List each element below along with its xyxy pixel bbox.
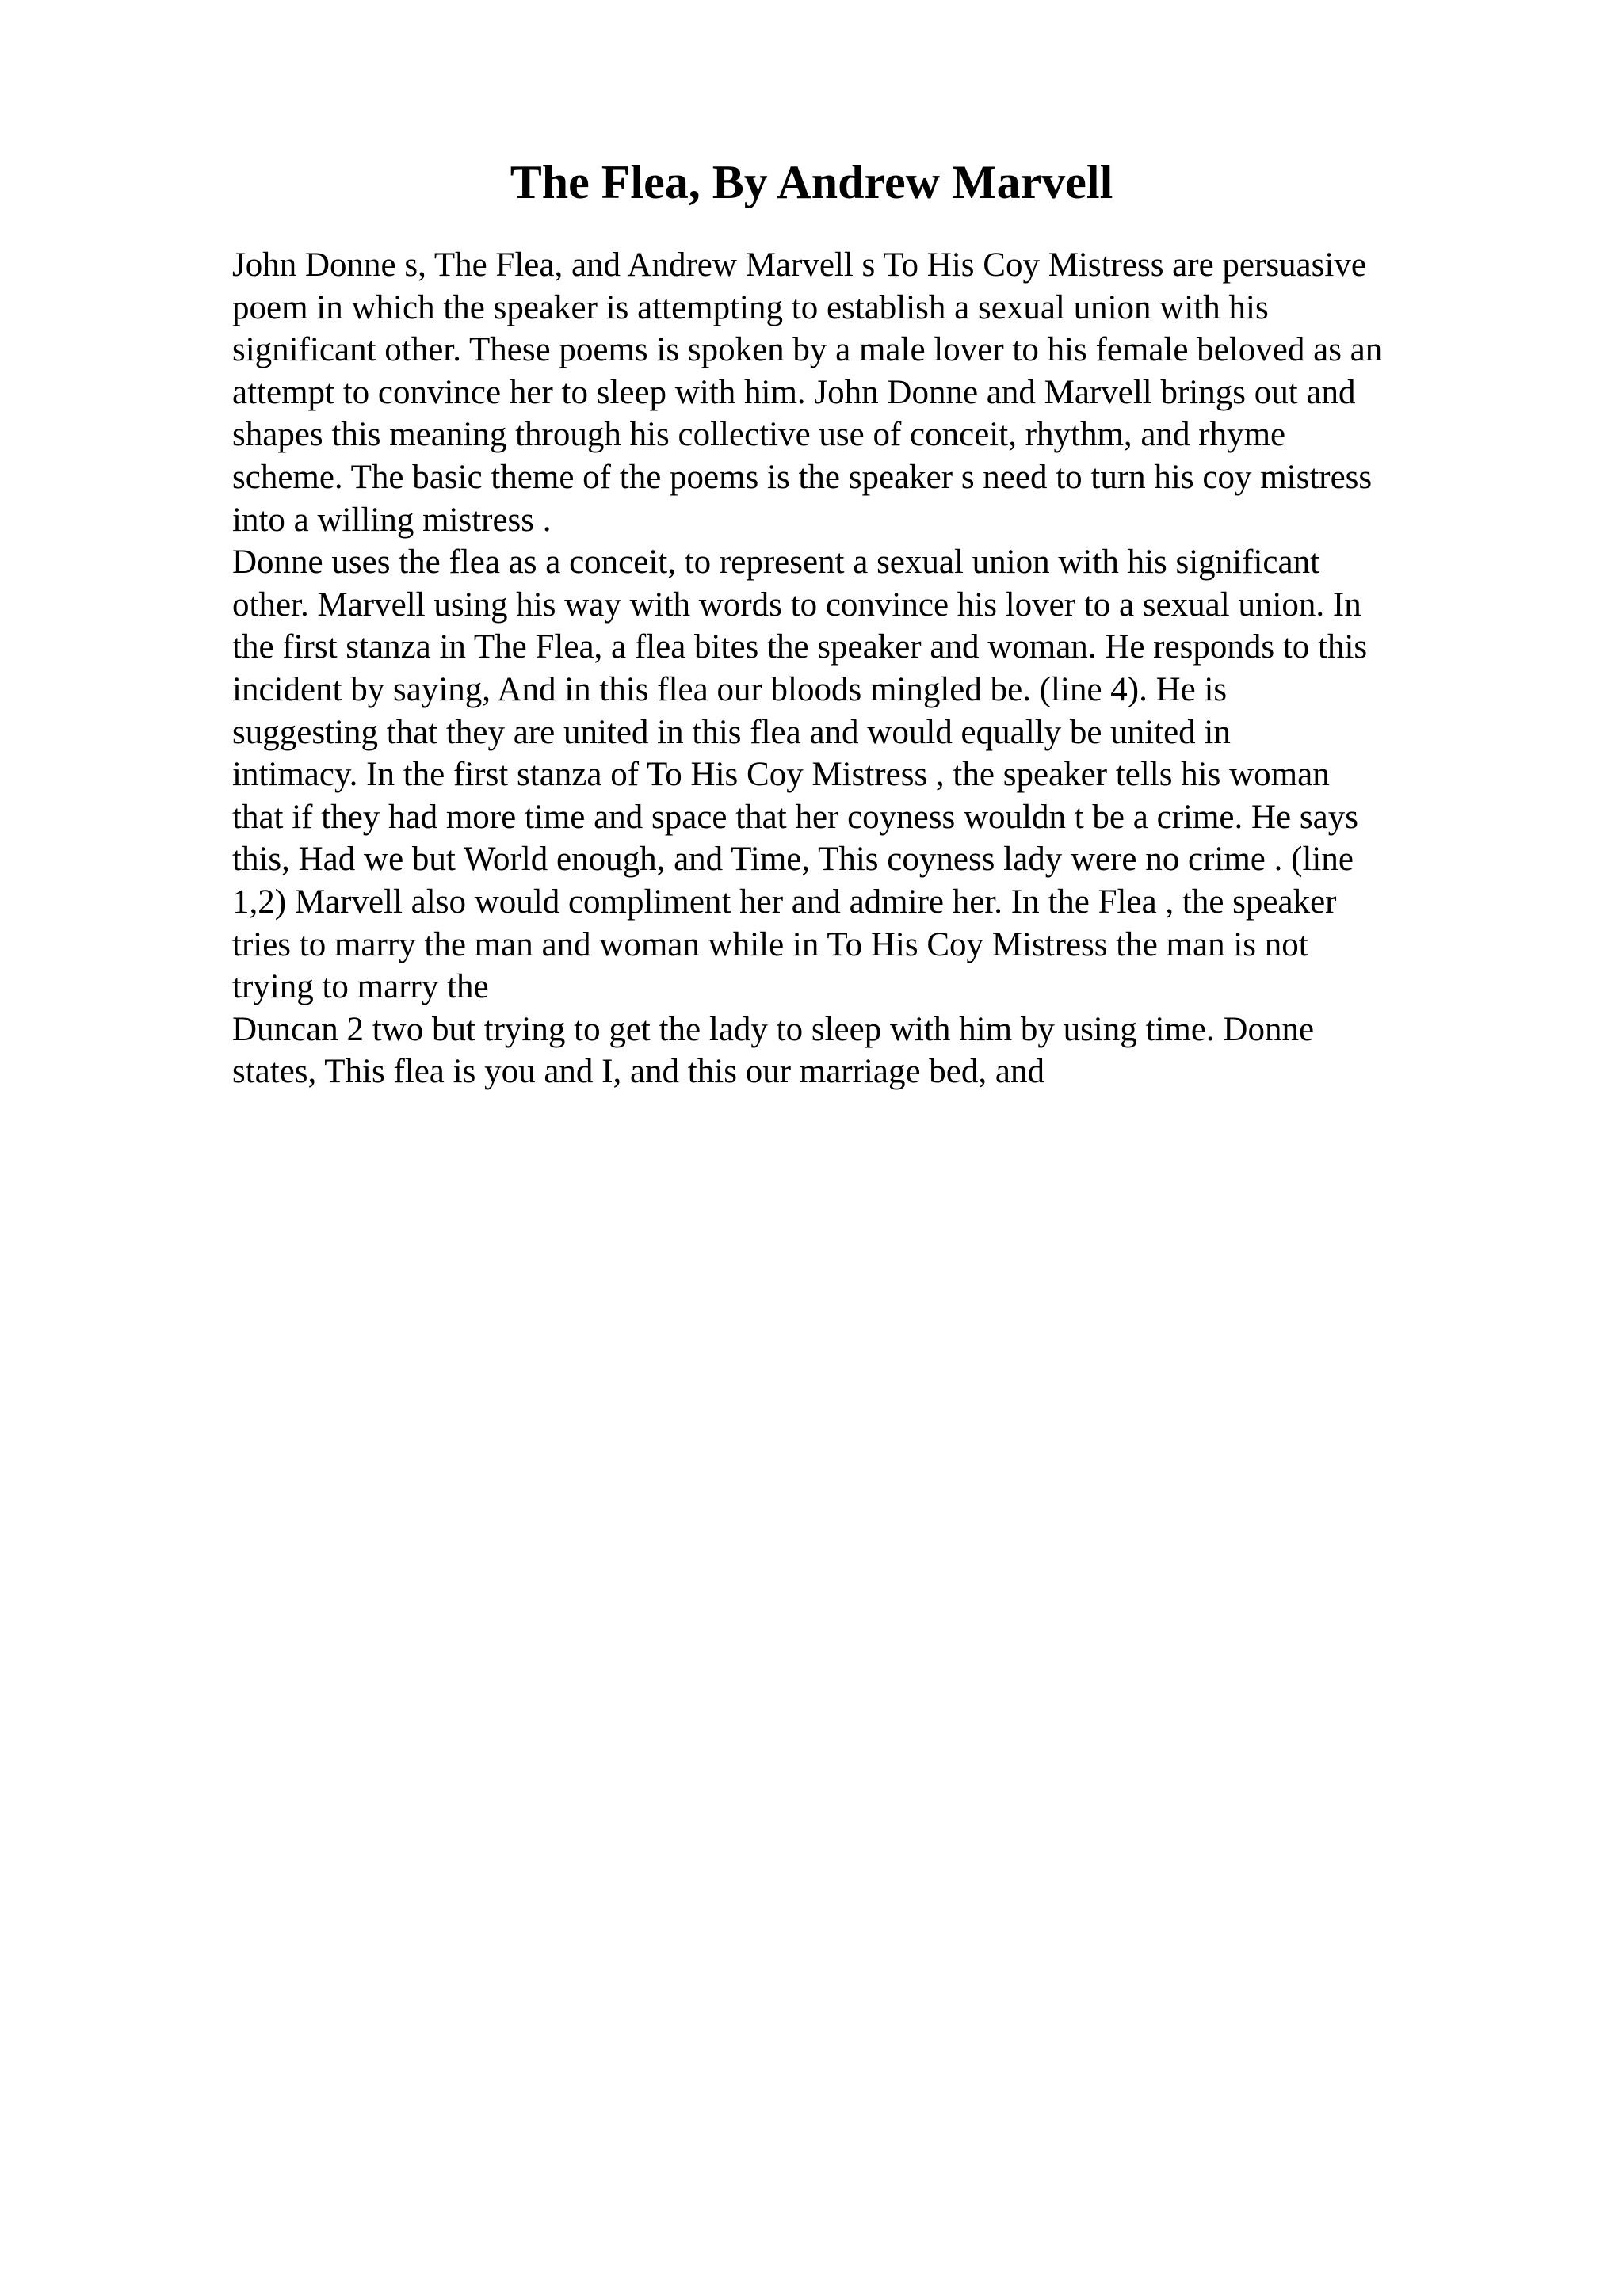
text-line: into a willing mistress . bbox=[232, 501, 552, 539]
text-line: poem in which the speaker is attempting to establish a sexual union with his bbox=[232, 288, 1269, 326]
text-line: 1,2) Marvell also would compliment her and admire her. In the Flea , the speaker bbox=[232, 883, 1337, 921]
text-line: attempt to convince her to sleep with him. John Donne and Marvell brings out and bbox=[232, 373, 1356, 411]
text-line: that if they had more time and space that her coyness wouldn t be a crime. He says bbox=[232, 798, 1358, 836]
document-body bbox=[232, 244, 1516, 1093]
text-line: scheme. The basic theme of the poems is the speaker s need to turn his coy mistress bbox=[232, 458, 1373, 496]
text-line: tries to marry the man and woman while in To His Coy Mistress the man is not bbox=[232, 925, 1308, 963]
text-line: Duncan 2 two but trying to get the lady to sleep with him by using time. Donne bbox=[232, 1010, 1315, 1048]
text-line: trying to marry the bbox=[232, 968, 489, 1006]
text-line: John Donne s, The Flea, and Andrew Marvell s To His Coy Mistress are persuasive bbox=[232, 246, 1366, 284]
text-line: suggesting that they are united in this flea and would equally be united in bbox=[232, 713, 1231, 751]
text-line: significant other. These poems is spoken by a male lover to his female beloved as an bbox=[232, 331, 1383, 369]
text-line: the first stanza in The Flea, a flea bites the speaker and woman. He responds to this bbox=[232, 628, 1368, 666]
text-line: this, Had we but World enough, and Time, This coyness lady were no crime . (line bbox=[232, 841, 1354, 879]
text-line: Donne uses the flea as a conceit, to represent a sexual union with his significant bbox=[232, 543, 1320, 582]
text-line: intimacy. In the first stanza of To His Coy Mistress , the speaker tells his woman bbox=[232, 756, 1330, 794]
text-line: incident by saying, And in this flea our bloods mingled be. (line 4). He is bbox=[232, 670, 1228, 708]
text-line: other. Marvell using his way with words to convince his lover to a sexual union. In bbox=[232, 585, 1361, 624]
document-title: The Flea, By Andrew Marvell bbox=[510, 156, 1113, 208]
text-line: shapes this meaning through his collective use of conceit, rhythm, and rhyme bbox=[232, 416, 1286, 454]
text-line: states, This flea is you and I, and this our marriage bed, and bbox=[232, 1053, 1044, 1091]
